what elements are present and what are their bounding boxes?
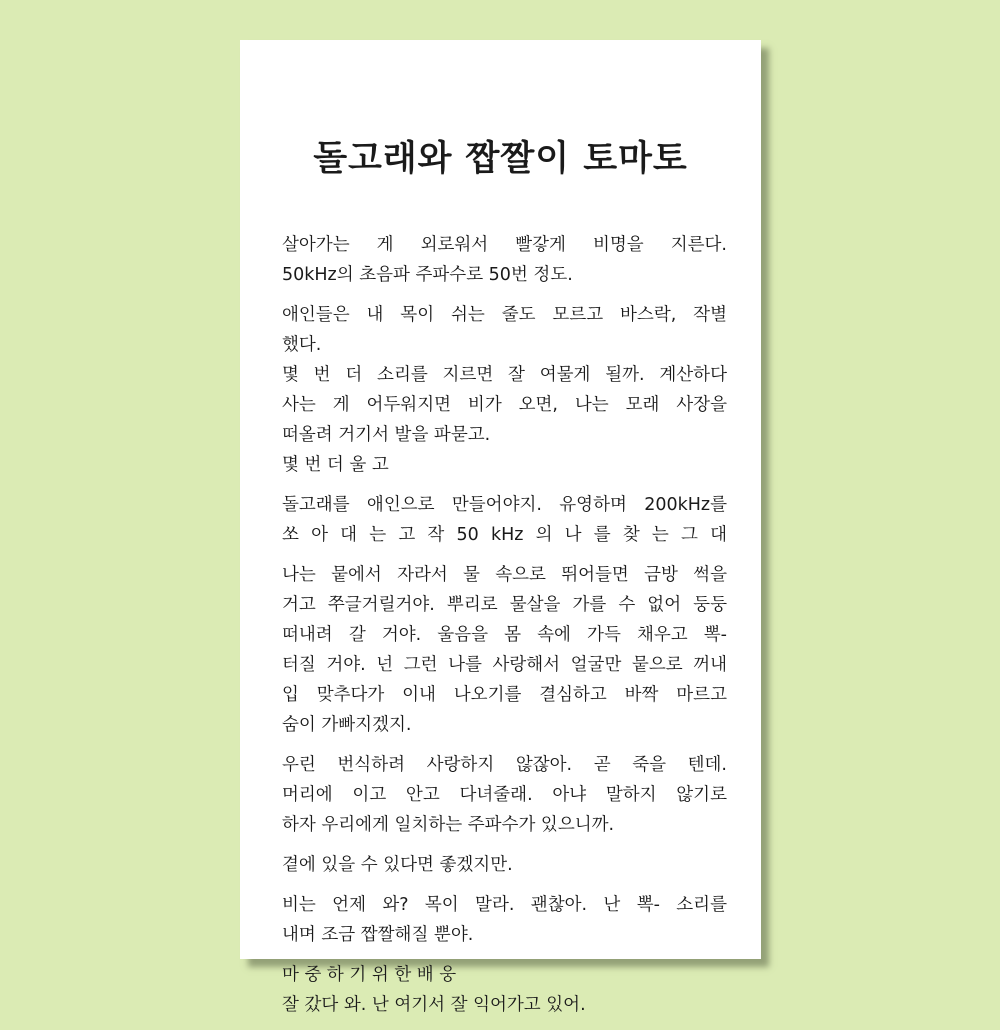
poem-line: 하자 우리에게 일치하는 주파수가 있으니까. <box>282 815 615 835</box>
poem-line: 사는 게 어두워지면 비가 오면, 나는 모래 사장을 <box>282 395 727 415</box>
poem-line: 50kHz의 초음파 주파수로 50번 정도. <box>282 265 573 285</box>
poem-line: 내며 조금 짭짤해질 뿐야. <box>282 925 474 945</box>
poem-line: 했다. <box>282 335 322 355</box>
stanza-7 <box>282 890 727 950</box>
stanza-3 <box>282 490 727 550</box>
poem-line: 떠내려 갈 거야. 울음을 몸 속에 가득 채우고 뽁- <box>282 625 727 645</box>
poem-line: 돌고래를 애인으로 만들어야지. 유영하며 200kHz를 <box>282 495 727 515</box>
poem-body <box>282 230 727 1030</box>
poem-card <box>240 40 761 1015</box>
poem-line: 터질 거야. 넌 그런 나를 사랑해서 얼굴만 뭍으로 꺼내 <box>282 655 727 675</box>
poem-line: 떠올려 거기서 발을 파묻고. <box>282 425 491 445</box>
stanza-2 <box>282 300 727 480</box>
poem-line: 몇 번 더 울 고 <box>282 455 389 475</box>
poem-title: 돌고래와 짭짤이 토마토 <box>313 139 688 179</box>
poem-line: 몇 번 더 소리를 지르면 잘 여물게 될까. 계산하다 <box>282 365 727 385</box>
poem-line: 거고 쭈글거릴거야. 뿌리로 물살을 가를 수 없어 둥둥 <box>282 595 727 615</box>
stanza-6 <box>282 850 727 880</box>
stanza-4 <box>282 560 727 740</box>
poem-line: 살아가는 게 외로워서 빨갛게 비명을 지른다. <box>282 235 727 255</box>
poem-line: 우린 번식하려 사랑하지 않잖아. 곧 죽을 텐데. <box>282 755 727 775</box>
poem-line: 숨이 가빠지겠지. <box>282 715 412 735</box>
poem-line: 나는 뭍에서 자라서 물 속으로 뛰어들면 금방 썩을 <box>282 565 727 585</box>
stanza-5 <box>282 750 727 840</box>
poem-line: 쏘 아 대 는 고 작 50 kHz 의 나 를 찾 는 그 대 <box>282 525 727 545</box>
poem-line: 곁에 있을 수 있다면 좋겠지만. <box>282 855 513 875</box>
stanza-1 <box>282 230 727 290</box>
poem-line: 애인들은 내 목이 쉬는 줄도 모르고 바스락, 작별 <box>282 305 727 325</box>
poem-line: 비는 언제 와? 목이 말라. 괜찮아. 난 뽁- 소리를 <box>282 895 727 915</box>
poem-line: 마 중 하 기 위 한 배 웅 <box>282 965 457 985</box>
poem-line: 머리에 이고 안고 다녀줄래. 아냐 말하지 않기로 <box>282 785 727 805</box>
poem-line: 입 맞추다가 이내 나오기를 결심하고 바짝 마르고 <box>282 685 727 705</box>
stanza-8 <box>282 960 727 1020</box>
poem-line: 잘 갔다 와. 난 여기서 잘 익어가고 있어. <box>282 995 586 1015</box>
